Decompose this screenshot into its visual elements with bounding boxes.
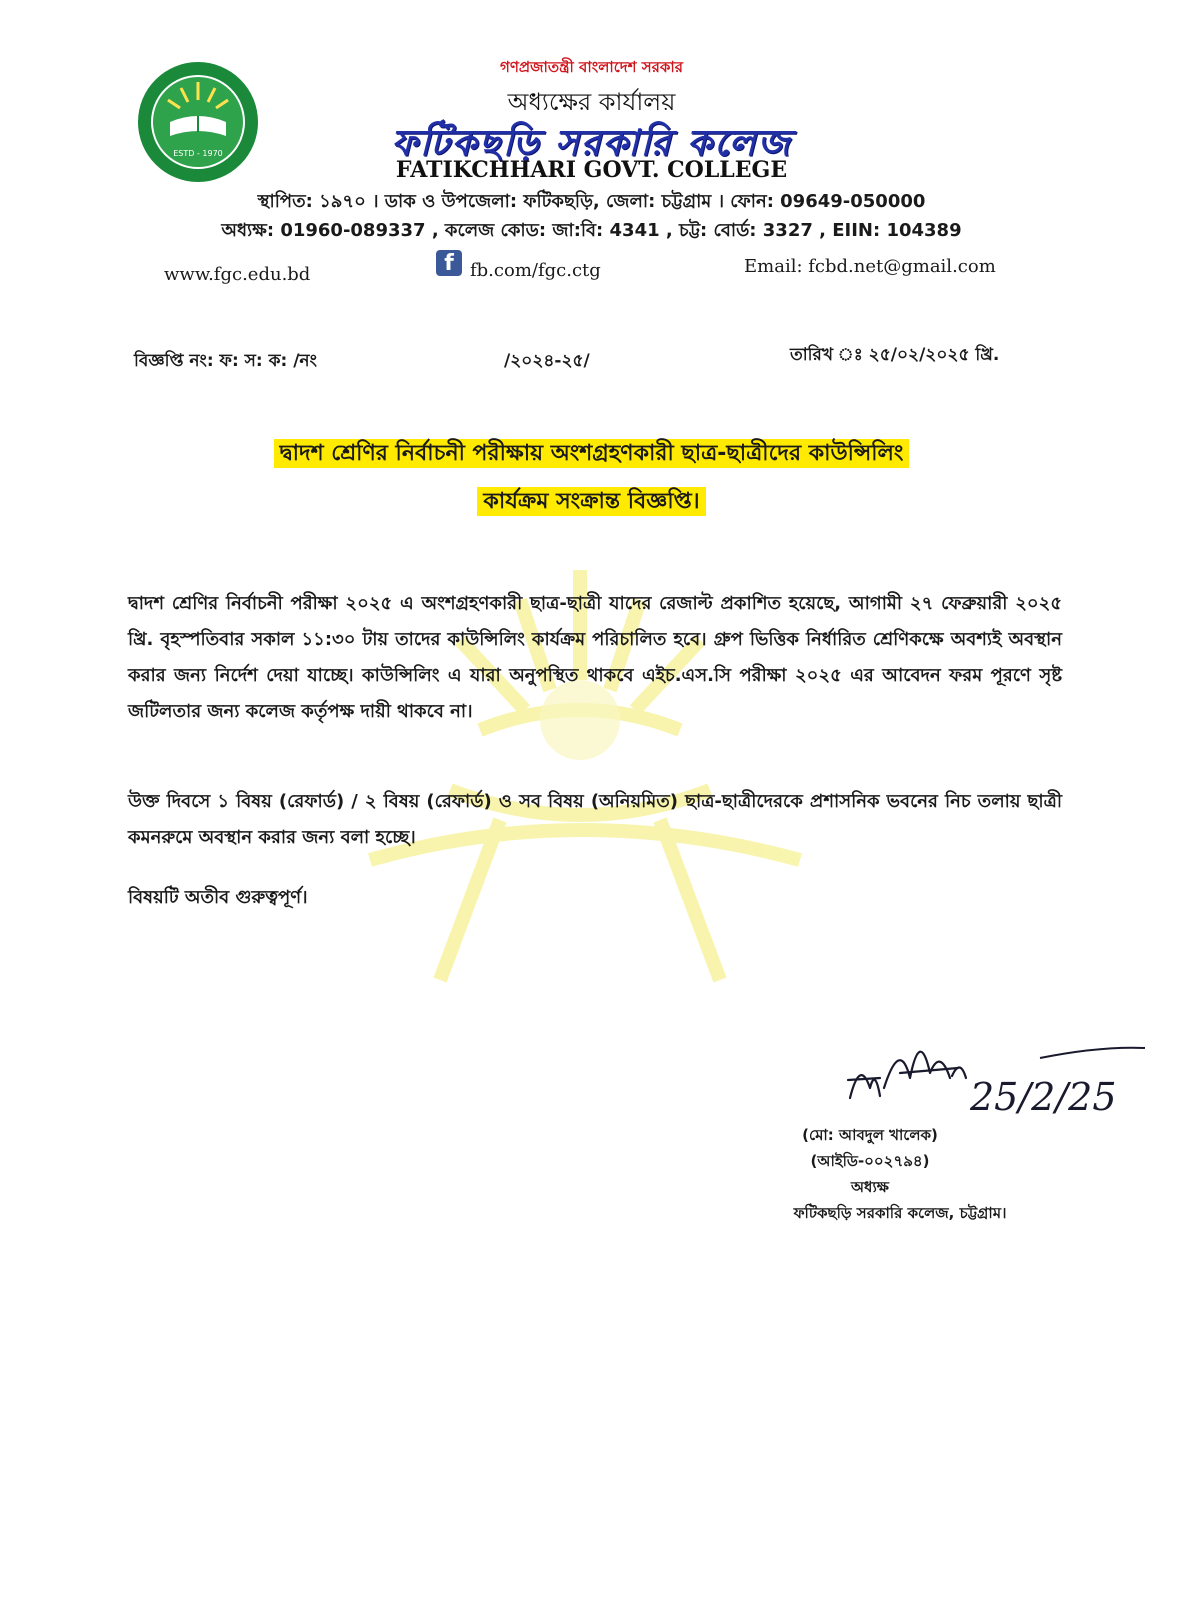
college-name-bengali: ফটিকছড়ি সরকারি কলেজ — [391, 123, 792, 164]
facebook-icon: f — [436, 250, 462, 276]
notice-paragraph-1: দ্বাদশ শ্রেণির নির্বাচনী পরীক্ষা ২০২৫ এ অংশগ্রহণকারী ছাত্র-ছাত্রী যাদের রেজাল্ট প্রকাশিত হয়েছে, আগামী ২৭ ফেব্রুয়ারী ২০২৫ খ্রি. বৃহস্পতিবার সকাল ১১:৩০ টায় তাদের কাউন্সিলিং কার্যক্রম পরিচালিত হবে। গ্রুপ ভিত্তিক নির্ধারিত শ্রেণিকক্ষে অবশ্যই অবস্থান করার জন্য নির্দেশ দেয়া যাচ্ছে। কাউন্সিলিং এ যারা অনুপস্থিত থাকবে এইচ.এস.সি পরীক্ষা ২০২৫ এর আবেদন ফরম পূরণে সৃষ্ট জটিলতার জন্য কলেজ কর্তৃপক্ষ দায়ী থাকবে না। — [128, 593, 1062, 722]
memo-number: বিজ্ঞপ্তি নং: ফ: স: ক: /নং — [134, 351, 317, 371]
signatory-designation: অধ্যক্ষ — [851, 1178, 889, 1196]
college-info-line-2: অধ্যক্ষ: 01960-089337 , কলেজ কোড: জা:বি: 4341 , চট্ট: বোর্ড: 3327 , EIIN: 104389 — [221, 220, 962, 241]
signatory-block — [700, 1122, 1040, 1226]
government-heading: গণপ্রজাতন্ত্রী বাংলাদেশ সরকার — [500, 58, 683, 76]
website-link[interactable]: www.fgc.edu.bd — [164, 264, 311, 285]
memo-date: তারিখ ঃ ২৫/০২/২০২৫ খ্রি. — [790, 345, 1000, 365]
notice-title-line-1: দ্বাদশ শ্রেণির নির্বাচনী পরীক্ষায় অংশগ্রহণকারী ছাত্র-ছাত্রীদের কাউন্সিলিং — [274, 439, 910, 468]
notice-paragraph-2: উক্ত দিবসে ১ বিষয় (রেফার্ড) / ২ বিষয় (রেফার্ড) ও সব বিষয় (অনিয়মিত) ছাত্র-ছাত্রীদেরকে প্রশাসনিক ভবনের নিচ তলায় ছাত্রী কমনরুমে অবস্থান করার জন্য বলা হচ্ছে। — [128, 791, 1062, 848]
memo-year: /২০২৪-২৫/ — [504, 351, 590, 371]
svg-text:ESTD - 1970: ESTD - 1970 — [173, 149, 223, 158]
signatory-id: (আইডি-০০২৭৯৪) — [810, 1152, 930, 1170]
handwritten-signature — [840, 1018, 1160, 1128]
svg-text:25/2/25: 25/2/25 — [970, 1075, 1117, 1119]
college-info-line-1: স্থাপিত: ১৯৭০ । ডাক ও উপজেলা: ফটিকছড়ি, জেলা: চট্টগ্রাম । ফোন: 09649-050000 — [257, 191, 926, 212]
signatory-name: (মো: আবদুল খালেক) — [802, 1126, 938, 1144]
signatory-college: ফটিকছড়ি সরকারি কলেজ, চট্টগ্রাম। — [793, 1204, 1007, 1222]
office-heading: অধ্যক্ষের কার্যালয় — [507, 88, 676, 116]
email-link[interactable]: Email: fcbd.net@gmail.com — [744, 256, 996, 277]
college-name-english: FATIKCHHARI GOVT. COLLEGE — [395, 157, 788, 183]
notice-title — [120, 430, 1063, 526]
notice-title-line-2: কার্যক্রম সংক্রান্ত বিজ্ঞপ্তি। — [477, 487, 705, 516]
facebook-link[interactable]: fb.com/fgc.ctg — [470, 260, 601, 281]
notice-paragraph-3: বিষয়টি অতীব গুরুত্বপূর্ণ। — [128, 887, 308, 908]
